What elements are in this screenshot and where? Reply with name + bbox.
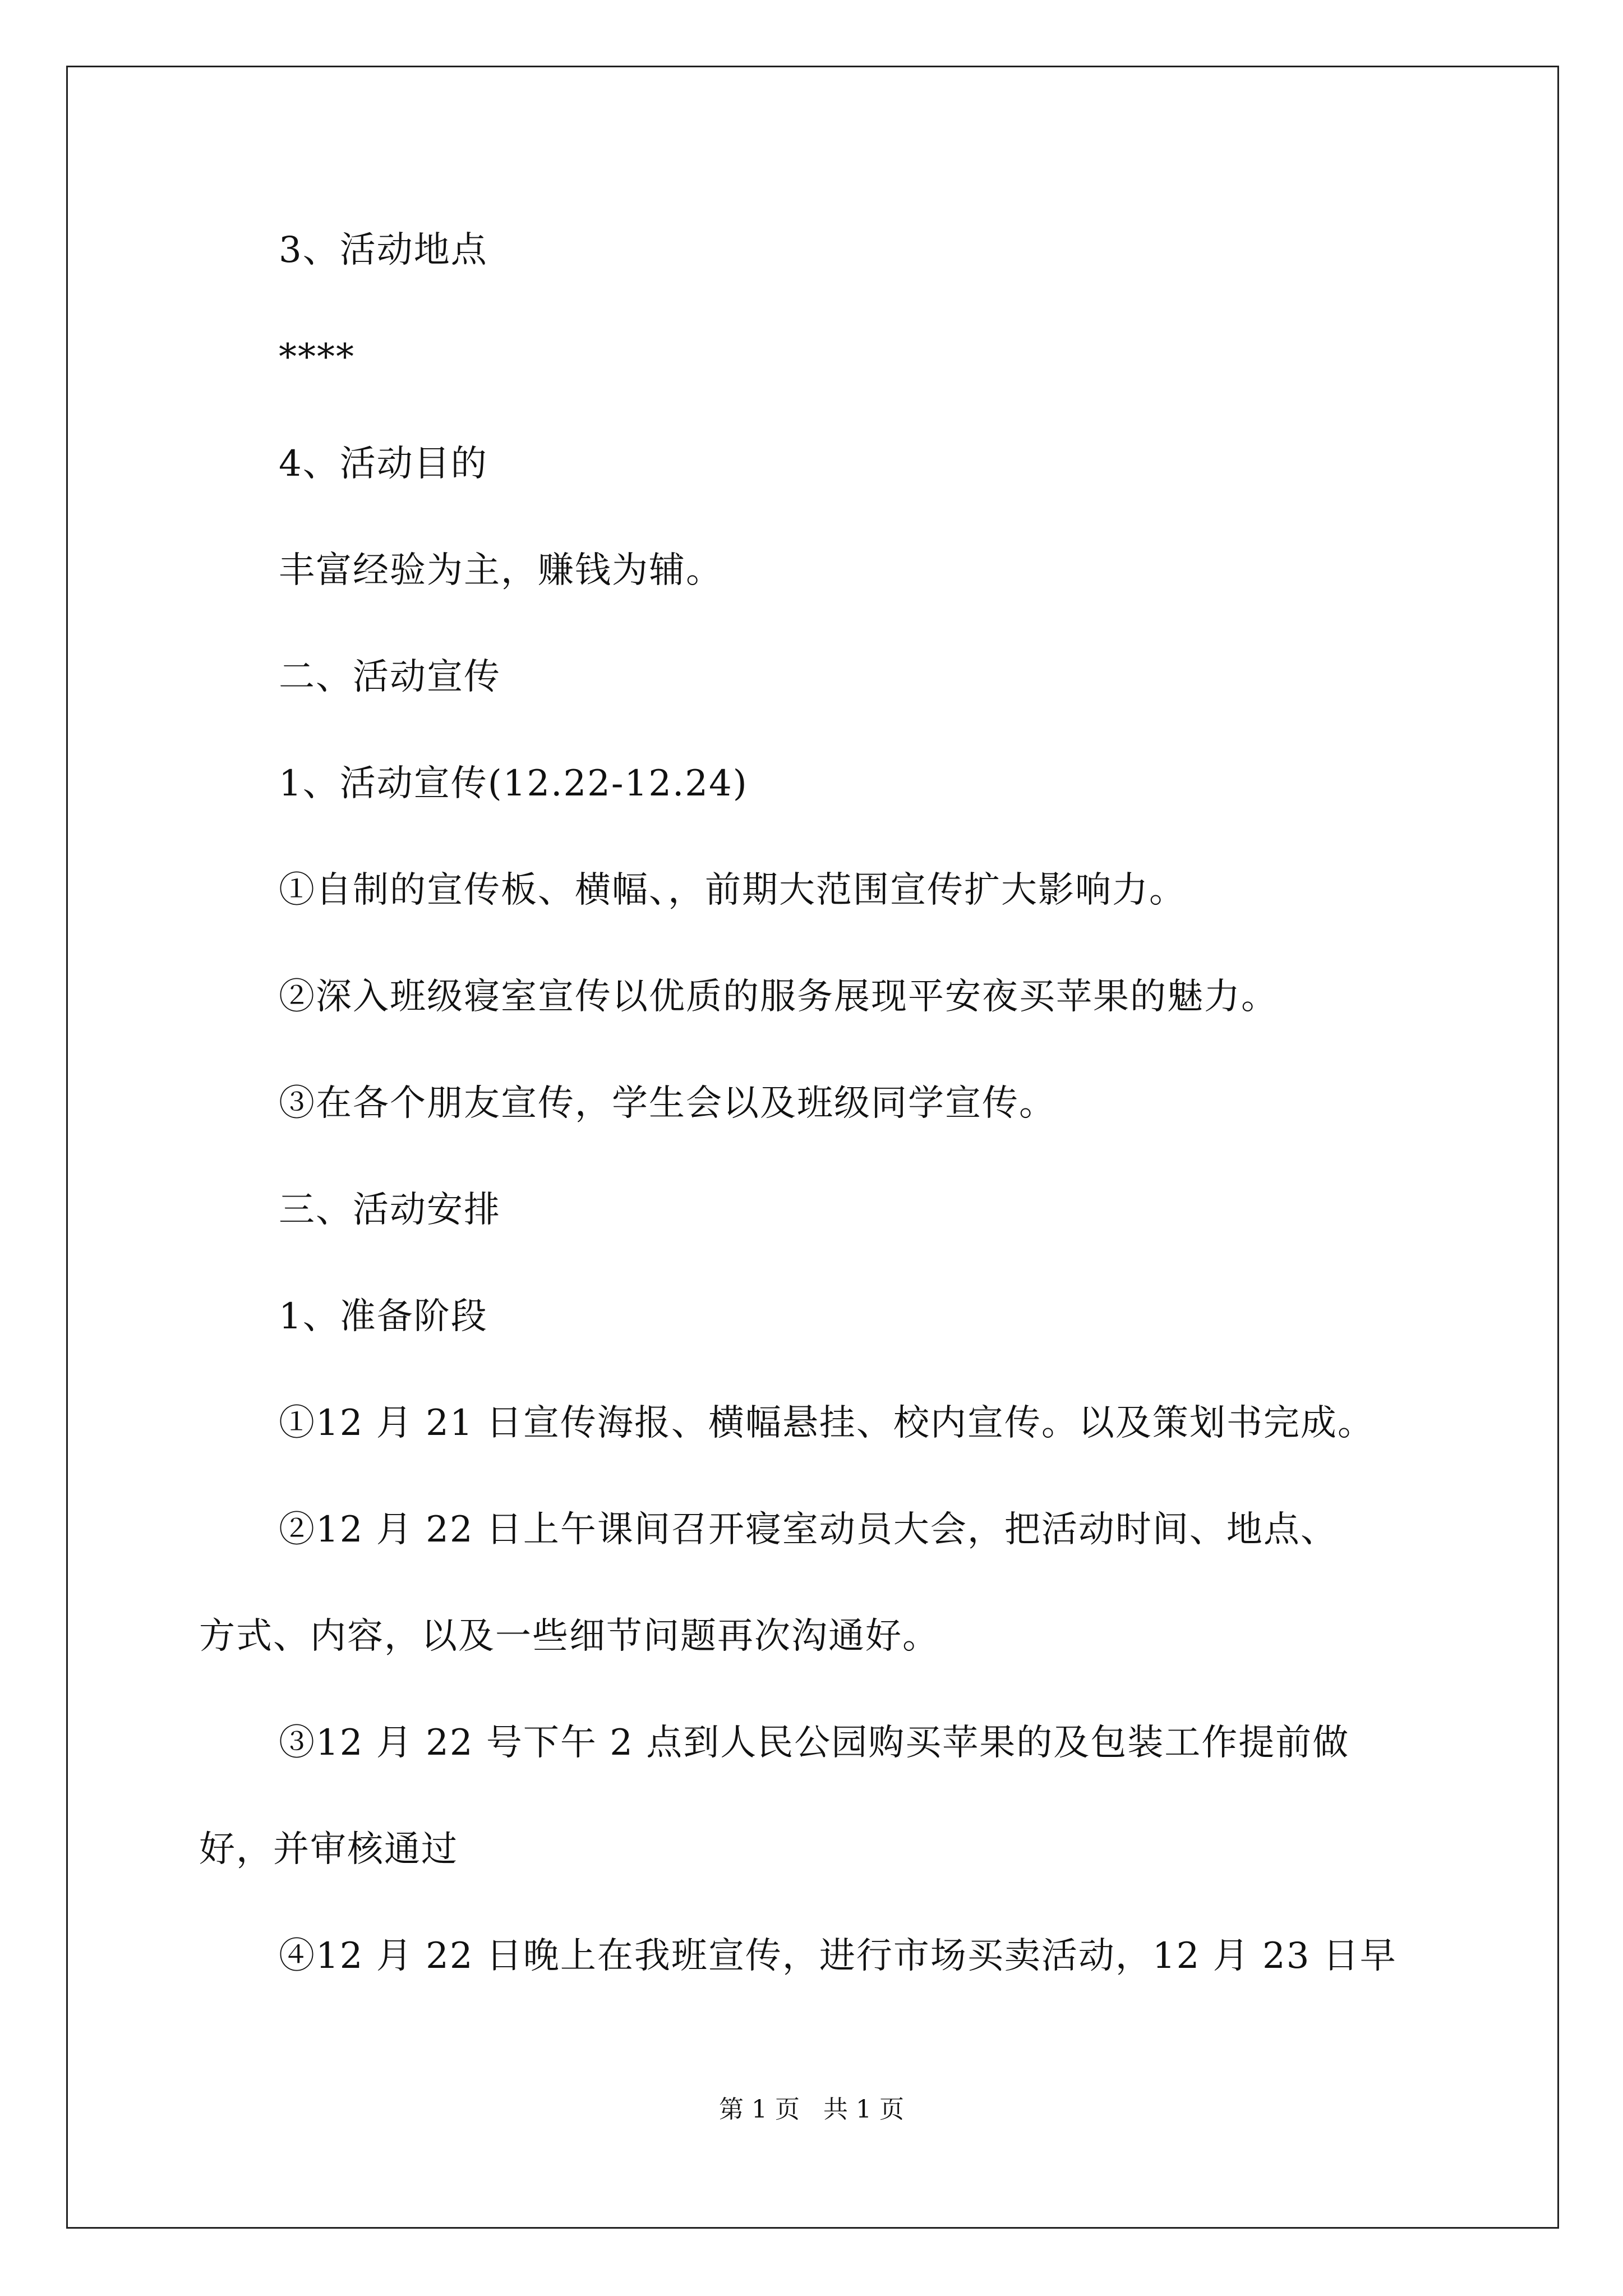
heading-activity-location: 3、活动地点 — [279, 229, 488, 271]
subheading-publicity-dates: 1、活动宣传(12.22-12.24) — [279, 763, 748, 804]
location-text: **** — [279, 337, 355, 378]
purpose-text: 丰富经验为主，赚钱为辅。 — [279, 550, 723, 591]
preparation-item-3: ③12 月 22 号下午 2 点到人民公园购买苹果的及包装工作提前做 — [279, 1722, 1350, 1764]
section-heading-publicity: 二、活动宣传 — [279, 656, 501, 698]
subheading-preparation: 1、准备阶段 — [279, 1296, 488, 1337]
section-heading-arrangement: 三、活动安排 — [279, 1189, 501, 1231]
preparation-item-3-continued: 好，并审核通过 — [199, 1829, 458, 1870]
publicity-item-1: ①自制的宣传板、横幅、，前期大范围宣传扩大影响力。 — [279, 869, 1186, 911]
preparation-item-4: ④12 月 22 日晚上在我班宣传，进行市场买卖活动，12 月 23 日早 — [279, 1935, 1397, 1977]
preparation-item-2-continued: 方式、内容，以及一些细节问题再次沟通好。 — [199, 1616, 939, 1657]
publicity-item-2: ②深入班级寝室宣传以优质的服务展现平安夜买苹果的魅力。 — [279, 976, 1278, 1018]
page-footer: 第 1 页 共 1 页 — [719, 2095, 904, 2124]
heading-activity-purpose: 4、活动目的 — [279, 443, 488, 485]
preparation-item-1: ①12 月 21 日宣传海报、横幅悬挂、校内宣传。以及策划书完成。 — [279, 1402, 1375, 1444]
preparation-item-2: ②12 月 22 日上午课间召开寝室动员大会，把活动时间、地点、 — [279, 1509, 1338, 1550]
page-border — [66, 66, 1559, 2229]
publicity-item-3: ③在各个朋友宣传，学生会以及班级同学宣传。 — [279, 1083, 1056, 1124]
